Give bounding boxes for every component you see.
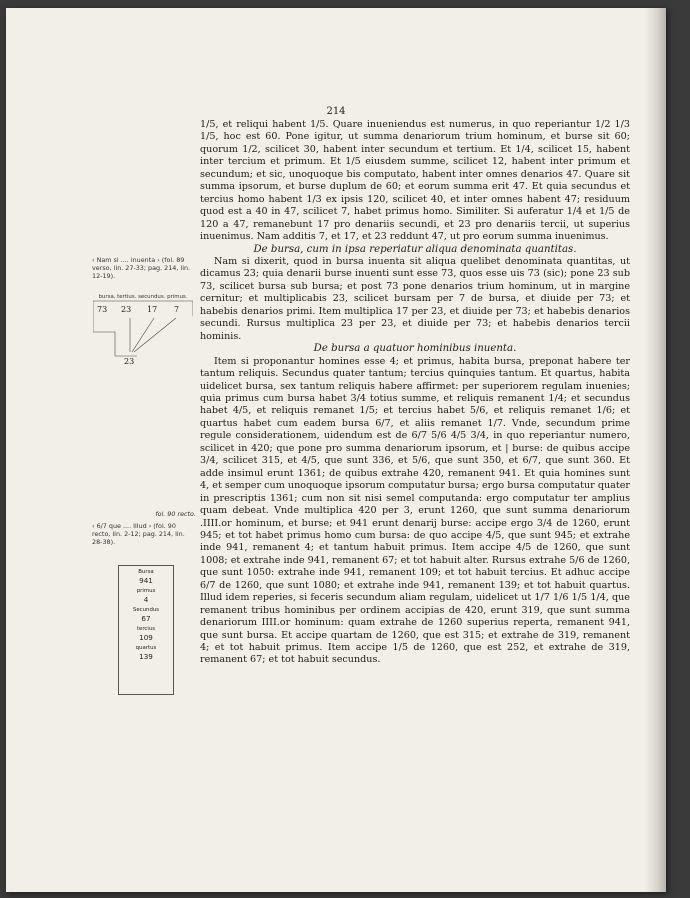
secundus-value: 17 <box>147 305 158 314</box>
table-row: quartus 139 <box>135 645 157 661</box>
bursa-result-value: 23 <box>124 357 135 366</box>
tertius-value: 23 <box>121 305 132 314</box>
bursa-diagram <box>93 294 193 380</box>
page-spine-shadow <box>644 8 666 892</box>
paragraph-2: Nam si dixerit, quod in bursa inuenta sit aliqua quelibet denominata quantitas, ut dicamus 23; quia denarii burse inuenti sunt esse 73, quos esse uis 73 (sic); pone 23 sub 73, scilicet bursa sub bursa; et post 73 pone denarios trium hominum, ut in margine cernitur; et multiplicabis 23, scilicet bursam per 7 de bursa, et diuide per 73; et habebis denarios primi. Item multiplica 17 per 23, et diuide per 73; et habebis denarios secundi. Rursus multiplica 23 per 23, et diuide per 73; et habebis denarios tercii hominis. <box>200 255 630 342</box>
margin-note-reference-2: ‹ 6/7 que .... Illud › (fol. 90 recto, lin. 2-12; pag. 214, lin. 28-38). <box>92 522 185 546</box>
margin-note-folio: fol. 90 recto. <box>155 510 196 518</box>
bursa-diagram-header: bursa. tertius. secundus. primus. <box>98 294 188 300</box>
paragraph-3: Item si proponantur homines esse 4; et primus, habita bursa, preponat habere ter tantum reliquis. Secundus quater tantum; tercius quinquies tantum. Et quartus, habita uidelicet bursa, sex tantum reliquis habere affirmet: per superiorem regulam inuenies; quia primus cum bursa habet 3/4 totius summe, et reliquis remanent 1/4; et secundus habet 4/5, et reliquis remanet 1/5; et tercius habet 5/6, et reliquis remanet 1/6; et quartus habet cum eadem bursa 6/7, et aliis remanet 1/7. Vnde, secundum prime regule considerationem, uidendum est de 6/7 5/6 4/5 3/4, in quo reperiantur numero, scilicet in 420; que pone pro summa denariorum ipsorum, et | burse: de quibus accipe 3/4, scilicet 315, et 4/5, que sunt 336, et 5/6, que sunt 350, et 6/7, que sunt 360. Et adde insimul erunt 1361; de quibus extrahe 420, remanent 941. Et quia homines sunt 4, et semper cum unoquoque ipsorum computatur bursa; ergo bursa computatur quater in prescriptis 1361; cum non sit nisi semel computanda: ergo computatur ter amplius quam debeat. Vnde multiplica 420 per 3, erunt 1260, que sunt summa denariorum .IIII.or hominum, et burse; et 941 erunt denarij burse: accipe ergo 3/4 de 1260, erunt 945; et tot habet primus homo cum bursa: de quo accipe 4/5, que sunt 945; et extrahe inde 941, remanent 4; et tantum habuit primus. Item accipe 4/5 de 1260, que sunt 1008; et extrahe inde 941, remanent 67; et tot habuit alter. Rursus extrahe 5/6 de 1260, que sunt 1050: extrahe inde 941, remanent 109; et tot habuit tercius. Et adhuc accipe 6/7 de 1260, que sunt 1080; et extrahe inde 941, remanent 139; et tot habuit quartus. Illud idem reperies, si feceris secundum aliam regulam, uidelicet ut 1/7 1/6 1/5 1/4, que remanent tribus hominibus per ordinem accipias de 420, erunt 319, que sunt summa denariorum IIII.or hominum: quam extrahe de 1260 superius reperta, remanent 941, que sunt bursa. Et accipe quartam de 1260, que est 315; et extrahe de 319, remanent 4; et tot habuit primus. Item accipe 1/5 de 1260, que est 252, et extrahe de 319, remanent 67; et tot habuit secundus. <box>200 355 630 666</box>
table-row: tercius 109 <box>136 626 156 642</box>
four-men-table <box>118 565 174 695</box>
table-row: Bursa 941 <box>138 569 154 585</box>
section-heading-bursa-denominata: De bursa, cum in ipsa reperiatur aliqua denominata quantitas. <box>253 243 577 255</box>
section-heading-quatuor-hominibus: De bursa a quatuor hominibus inuenta. <box>313 343 517 355</box>
book-page <box>6 8 666 892</box>
margin-note-reference-1: ‹ Nam si .... inuenta › (fol. 89 verso, lin. 27-33; pag. 214, lin. 12-19). <box>92 256 191 280</box>
page-number: 214 <box>326 106 346 117</box>
bursa-value: 73 <box>97 305 108 314</box>
paragraph-1: 1/5, et reliqui habent 1/5. Quare inueniendus est numerus, in quo reperiantur 1/2 1/3 1/5, hoc est 60. Pone igitur, ut summa denariorum trium hominum, et burse sit 60; quorum 1/2, scilicet 30, habent inter secundum et tertium. Et 1/4, scilicet 15, habent inter tercium et primum. Et 1/5 eiusdem summe, scilicet 12, habent inter primum et secundum; et sic, unoquoque bis computato, habent inter omnes denarios 47. Quare sit summa ipsorum, et burse duplum de 60; et eorum summa erit 47. Et quia secundus et tercius homo habent 1/3 ex ipsis 120, scilicet 40, et inter omnes habent 47; residuum quod est a 40 in 47, scilicet 7, habet primus homo. Similiter. Si auferatur 1/4 et 1/5 de 120 a 47, remanebunt 17 pro denariis secundi, et 23 pro denariis tercii, ut superius inuenimus. Nam additis 7, et 17, et 23 reddunt 47, ut pro eorum summa inuenimus. <box>200 119 630 243</box>
primus-value: 7 <box>174 305 180 314</box>
table-row: primus 4 <box>136 588 156 604</box>
main-text-column <box>200 119 630 667</box>
table-row: Secundus 67 <box>132 607 160 623</box>
